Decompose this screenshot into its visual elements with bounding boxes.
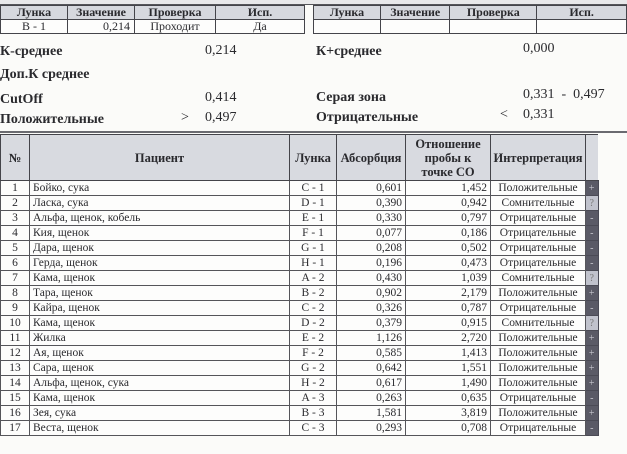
negative-control-table (0, 5, 305, 34)
row-absorption: 1,581 (337, 406, 406, 421)
k-neg-mean-label: К-среднее (0, 44, 63, 59)
doubtful-flag-icon: ? (586, 271, 599, 286)
row-ratio: 0,708 (406, 421, 491, 436)
row-well: C - 3 (290, 421, 337, 436)
row-ratio: 0,942 (406, 196, 491, 211)
cutoff-value: 0,414 (205, 90, 237, 105)
row-absorption: 0,196 (337, 256, 406, 271)
col-value: Значение (68, 6, 135, 20)
pos-well (314, 20, 381, 34)
col-used: Исп. (537, 6, 627, 20)
table-row (1, 346, 599, 361)
row-interpretation: Сомнительные (491, 271, 586, 286)
row-absorption: 0,077 (337, 226, 406, 241)
row-patient: Веста, щенок (30, 421, 290, 436)
positive-threshold-sign: > (181, 110, 189, 125)
col-num: № (1, 135, 30, 181)
col-well: Лунка (290, 135, 337, 181)
stats-section (0, 40, 627, 132)
row-patient: Бойко, сука (30, 181, 290, 196)
row-ratio: 0,186 (406, 226, 491, 241)
row-absorption: 0,585 (337, 346, 406, 361)
neg-value: 0,214 (68, 20, 135, 34)
row-absorption: 0,390 (337, 196, 406, 211)
row-well: F - 1 (290, 226, 337, 241)
row-num: 17 (1, 421, 30, 436)
row-num: 7 (1, 271, 30, 286)
row-well: A - 3 (290, 391, 337, 406)
row-patient: Дара, щенок (30, 241, 290, 256)
row-absorption: 1,126 (337, 331, 406, 346)
row-interpretation: Отрицательные (491, 241, 586, 256)
row-num: 10 (1, 316, 30, 331)
k-pos-mean-label: К+среднее (316, 44, 382, 59)
positive-control-row (314, 20, 627, 34)
row-well: H - 1 (290, 256, 337, 271)
negative-flag-icon: - (586, 211, 599, 226)
positive-control-table (313, 5, 627, 34)
row-patient: Ая, щенок (30, 346, 290, 361)
pos-value (381, 20, 450, 34)
row-patient: Альфа, щенок, кобель (30, 211, 290, 226)
row-num: 16 (1, 406, 30, 421)
row-ratio: 1,551 (406, 361, 491, 376)
add-k-mean-label: Доп.К среднее (0, 67, 90, 82)
negative-threshold-label: Отрицательные (316, 110, 419, 125)
col-check: Проверка (135, 6, 216, 20)
positive-flag-icon: + (586, 181, 599, 196)
row-num: 13 (1, 361, 30, 376)
row-ratio: 2,720 (406, 331, 491, 346)
col-value: Значение (381, 6, 450, 20)
row-num: 1 (1, 181, 30, 196)
positive-flag-icon: + (586, 346, 599, 361)
row-well: H - 2 (290, 376, 337, 391)
table-row (1, 181, 599, 196)
negative-flag-icon: - (586, 421, 599, 436)
row-patient: Ласка, сука (30, 196, 290, 211)
row-num: 15 (1, 391, 30, 406)
row-patient: Тара, щенок (30, 286, 290, 301)
row-interpretation: Положительные (491, 331, 586, 346)
col-flag (586, 135, 599, 181)
row-num: 14 (1, 376, 30, 391)
row-num: 9 (1, 301, 30, 316)
table-row (1, 286, 599, 301)
positive-flag-icon: + (586, 406, 599, 421)
results-header-row (1, 135, 599, 181)
table-row (1, 331, 599, 346)
table-row (1, 391, 599, 406)
table-row (1, 196, 599, 211)
negative-flag-icon: - (586, 301, 599, 316)
negative-threshold-value: 0,331 (523, 107, 555, 122)
row-ratio: 0,787 (406, 301, 491, 316)
row-interpretation: Сомнительные (491, 196, 586, 211)
negative-flag-icon: - (586, 391, 599, 406)
row-interpretation: Положительные (491, 346, 586, 361)
row-ratio: 0,915 (406, 316, 491, 331)
positive-threshold-label: Положительные (0, 112, 104, 127)
row-absorption: 0,293 (337, 421, 406, 436)
col-absorption: Абсорбция (337, 135, 406, 181)
col-well: Лунка (1, 6, 68, 20)
row-patient: Герда, щенок (30, 256, 290, 271)
row-num: 5 (1, 241, 30, 256)
row-interpretation: Сомнительные (491, 316, 586, 331)
row-num: 2 (1, 196, 30, 211)
negative-control-row (1, 20, 305, 34)
row-interpretation: Отрицательные (491, 211, 586, 226)
table-row (1, 241, 599, 256)
positive-control-header-row (314, 6, 627, 20)
row-num: 8 (1, 286, 30, 301)
row-absorption: 0,642 (337, 361, 406, 376)
pos-used (537, 20, 627, 34)
doubtful-flag-icon: ? (586, 316, 599, 331)
row-interpretation: Положительные (491, 361, 586, 376)
table-row (1, 271, 599, 286)
row-well: B - 2 (290, 286, 337, 301)
positive-flag-icon: + (586, 331, 599, 346)
row-well: B - 3 (290, 406, 337, 421)
row-patient: Кама, щенок (30, 391, 290, 406)
row-well: D - 1 (290, 196, 337, 211)
row-interpretation: Положительные (491, 376, 586, 391)
row-absorption: 0,326 (337, 301, 406, 316)
negative-control-header-row (1, 6, 305, 20)
table-row (1, 226, 599, 241)
neg-used: Да (216, 20, 305, 34)
row-absorption: 0,601 (337, 181, 406, 196)
table-row (1, 211, 599, 226)
row-interpretation: Положительные (491, 286, 586, 301)
neg-check: Проходит (135, 20, 216, 34)
row-ratio: 0,635 (406, 391, 491, 406)
row-patient: Кама, щенок (30, 271, 290, 286)
table-row (1, 316, 599, 331)
row-absorption: 0,263 (337, 391, 406, 406)
pos-check (450, 20, 537, 34)
row-patient: Кама, щенок (30, 316, 290, 331)
row-absorption: 0,330 (337, 211, 406, 226)
row-num: 11 (1, 331, 30, 346)
row-well: C - 2 (290, 301, 337, 316)
row-absorption: 0,430 (337, 271, 406, 286)
section-divider (0, 131, 627, 133)
row-well: E - 2 (290, 331, 337, 346)
row-absorption: 0,379 (337, 316, 406, 331)
table-row (1, 301, 599, 316)
row-ratio: 0,473 (406, 256, 491, 271)
row-well: G - 1 (290, 241, 337, 256)
positive-flag-icon: + (586, 286, 599, 301)
row-ratio: 1,452 (406, 181, 491, 196)
row-interpretation: Положительные (491, 181, 586, 196)
row-num: 6 (1, 256, 30, 271)
negative-flag-icon: - (586, 256, 599, 271)
row-interpretation: Положительные (491, 406, 586, 421)
row-ratio: 1,039 (406, 271, 491, 286)
row-ratio: 1,490 (406, 376, 491, 391)
doubtful-flag-icon: ? (586, 196, 599, 211)
k-pos-mean-value: 0,000 (523, 41, 555, 56)
row-absorption: 0,208 (337, 241, 406, 256)
row-interpretation: Отрицательные (491, 421, 586, 436)
k-neg-mean-value: 0,214 (205, 43, 237, 58)
table-row (1, 376, 599, 391)
positive-flag-icon: + (586, 376, 599, 391)
row-patient: Зея, сука (30, 406, 290, 421)
row-absorption: 0,902 (337, 286, 406, 301)
col-check: Проверка (450, 6, 537, 20)
neg-well: B - 1 (1, 20, 68, 34)
row-patient: Жилка (30, 331, 290, 346)
row-well: D - 2 (290, 316, 337, 331)
positive-flag-icon: + (586, 361, 599, 376)
grey-zone-label: Серая зона (316, 90, 386, 105)
negative-flag-icon: - (586, 241, 599, 256)
cutoff-label: CutOff (0, 92, 43, 107)
row-interpretation: Отрицательные (491, 391, 586, 406)
row-well: F - 2 (290, 346, 337, 361)
row-well: E - 1 (290, 211, 337, 226)
positive-threshold-value: 0,497 (205, 110, 237, 125)
negative-threshold-sign: < (500, 107, 508, 122)
row-patient: Альфа, щенок, сука (30, 376, 290, 391)
col-ratio: Отношение пробы к точке СО (406, 135, 491, 181)
row-patient: Кайра, щенок (30, 301, 290, 316)
row-interpretation: Отрицательные (491, 226, 586, 241)
table-row (1, 361, 599, 376)
row-ratio: 1,413 (406, 346, 491, 361)
row-ratio: 0,502 (406, 241, 491, 256)
row-patient: Сара, щенок (30, 361, 290, 376)
row-interpretation: Отрицательные (491, 301, 586, 316)
table-row (1, 256, 599, 271)
row-well: C - 1 (290, 181, 337, 196)
table-row (1, 406, 599, 421)
controls-section (0, 0, 627, 33)
row-well: G - 2 (290, 361, 337, 376)
row-well: A - 2 (290, 271, 337, 286)
col-patient: Пациент (30, 135, 290, 181)
row-interpretation: Отрицательные (491, 256, 586, 271)
col-interpretation: Интерпретация (491, 135, 586, 181)
col-well: Лунка (314, 6, 381, 20)
row-ratio: 2,179 (406, 286, 491, 301)
grey-zone-value: 0,331 - 0,497 (523, 87, 605, 102)
row-num: 4 (1, 226, 30, 241)
table-row (1, 421, 599, 436)
row-ratio: 3,819 (406, 406, 491, 421)
results-table (0, 134, 599, 436)
row-patient: Кия, щенок (30, 226, 290, 241)
results-body (1, 181, 599, 436)
negative-flag-icon: - (586, 226, 599, 241)
row-num: 3 (1, 211, 30, 226)
row-ratio: 0,797 (406, 211, 491, 226)
row-num: 12 (1, 346, 30, 361)
col-used: Исп. (216, 6, 305, 20)
row-absorption: 0,617 (337, 376, 406, 391)
